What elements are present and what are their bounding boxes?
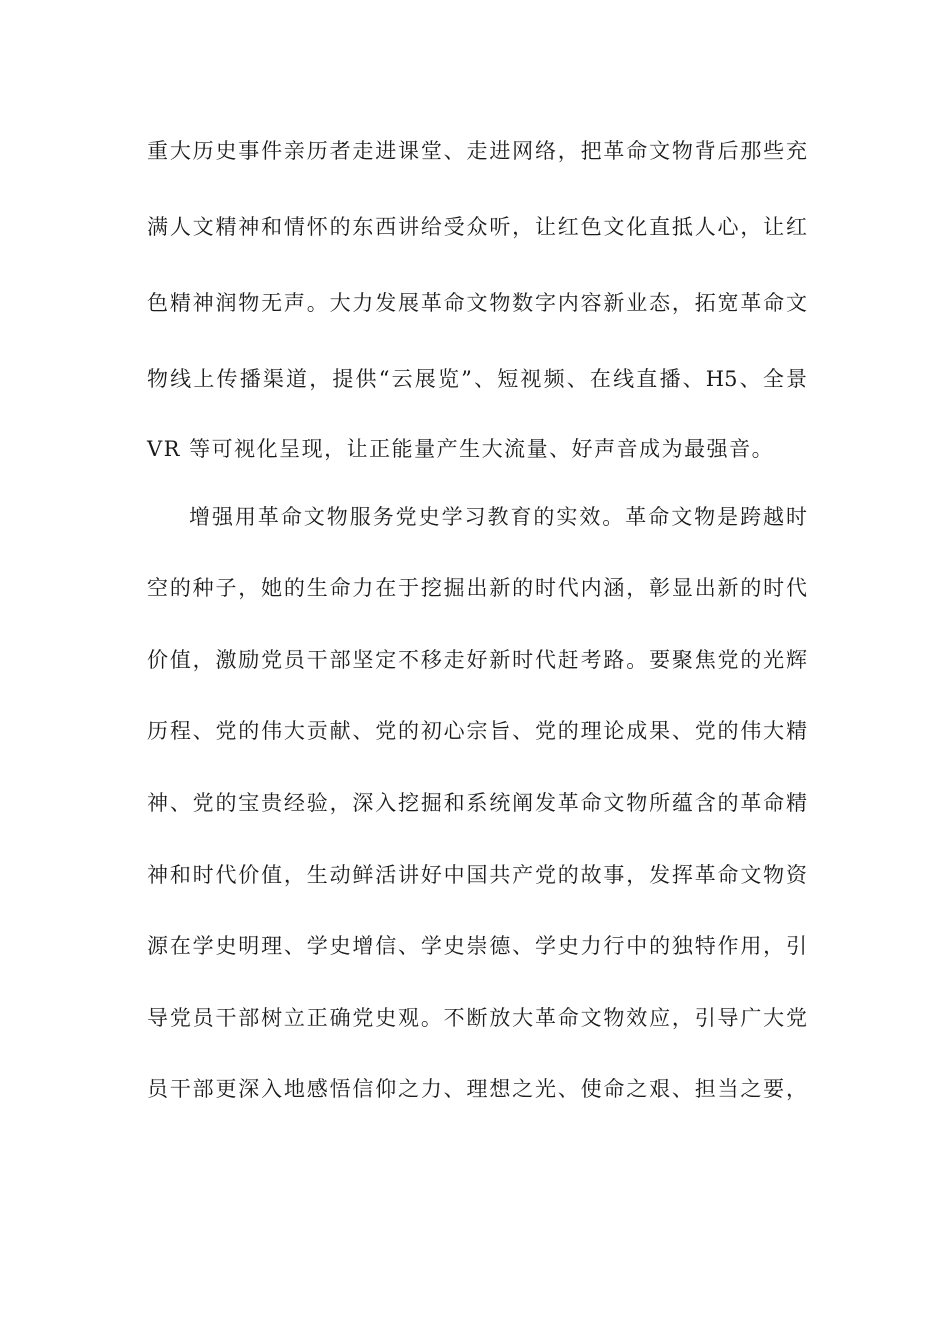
text-line: 神和时代价值，生动鲜活讲好中国共产党的故事，发挥革命文物资 bbox=[147, 863, 807, 887]
text-line: 满人文精神和情怀的东西讲给受众听，让红色文化直抵人心，让红 bbox=[147, 215, 807, 239]
text-line: 导党员干部树立正确党史观。不断放大革命文物效应，引导广大党 bbox=[147, 1006, 807, 1030]
text-line: 源在学史明理、学史增信、学史崇德、学史力行中的独特作用，引 bbox=[147, 934, 807, 958]
text-line: VR 等可视化呈现，让正能量产生大流量、好声音成为最强音。 bbox=[147, 437, 775, 461]
text-line: 神、党的宝贵经验，深入挖掘和系统阐发革命文物所蕴含的革命精 bbox=[147, 791, 807, 815]
text-line: 物线上传播渠道，提供“云展览”、短视频、在线直播、H5、全景 bbox=[147, 367, 807, 391]
text-line: 员干部更深入地感悟信仰之力、理想之光、使命之艰、担当之要， bbox=[147, 1077, 807, 1101]
text-line: 价值，激励党员干部坚定不移走好新时代赶考路。要聚焦党的光辉 bbox=[147, 648, 807, 672]
text-line: 历程、党的伟大贡献、党的初心宗旨、党的理论成果、党的伟大精 bbox=[147, 719, 807, 743]
paragraph-first-line: 增强用革命文物服务党史学习教育的实效。革命文物是跨越时 bbox=[189, 505, 807, 529]
text-line: 色精神润物无声。大力发展革命文物数字内容新业态，拓宽革命文 bbox=[147, 291, 807, 315]
text-line: 重大历史事件亲历者走进课堂、走进网络，把革命文物背后那些充 bbox=[147, 139, 807, 163]
text-line: 空的种子，她的生命力在于挖掘出新的时代内涵，彰显出新的时代 bbox=[147, 576, 807, 600]
